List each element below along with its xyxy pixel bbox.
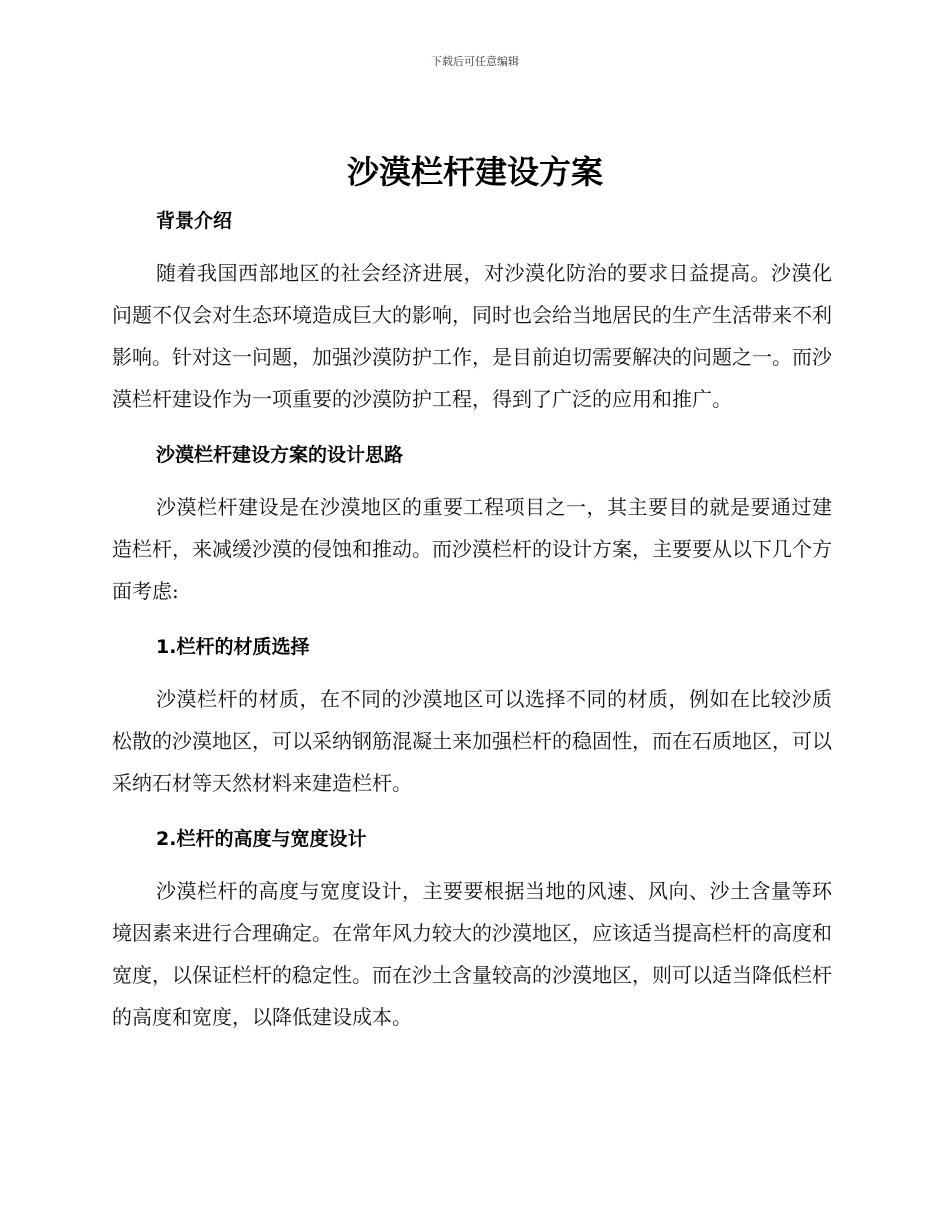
document-title: 沙漠栏杆建设方案 <box>346 153 603 191</box>
section-heading-design-approach: 沙漠栏杆建设方案的设计思路 <box>156 444 404 466</box>
page-header-note: 下载后可任意编辑 <box>431 55 519 68</box>
section-paragraph-material: 沙漠栏杆的材质，在不同的沙漠地区可以选择不同的材质，例如在比较沙质松散的沙漠地区，可以采纳钢筋混凝土来加强栏杆的稳固性，而在石质地区，可以采纳石材等天然材料来建造栏杆。 <box>112 687 832 795</box>
section-paragraph-background: 随着我国西部地区的社会经济进展，对沙漠化防治的要求日益提高。沙漠化问题不仅会对生态环境造成巨大的影响，同时也会给当地居民的生产生活带来不利影响。针对这一问题，加强沙漠防护工作，是目前迫切需要解决的问题之一。而沙漠栏杆建设作为一项重要的沙漠防护工程，得到了广泛的应用和推广。 <box>112 261 832 411</box>
section-heading-material: 1.栏杆的材质选择 <box>156 636 310 658</box>
section-heading-height-width: 2.栏杆的高度与宽度设计 <box>156 828 367 850</box>
section-paragraph-design-approach: 沙漠栏杆建设是在沙漠地区的重要工程项目之一，其主要目的就是要通过建造栏杆，来减缓沙漠的侵蚀和推动。而沙漠栏杆的设计方案，主要要从以下几个方面考虑: <box>112 495 832 603</box>
section-paragraph-height-width: 沙漠栏杆的高度与宽度设计，主要要根据当地的风速、风向、沙土含量等环境因素来进行合理确定。在常年风力较大的沙漠地区，应该适当提高栏杆的高度和宽度，以保证栏杆的稳定性。而在沙土含量较高的沙漠地区，则可以适当降低栏杆的高度和宽度，以降低建设成本。 <box>112 879 832 1029</box>
document-body <box>112 200 832 1038</box>
section-heading-background: 背景介绍 <box>156 210 233 232</box>
